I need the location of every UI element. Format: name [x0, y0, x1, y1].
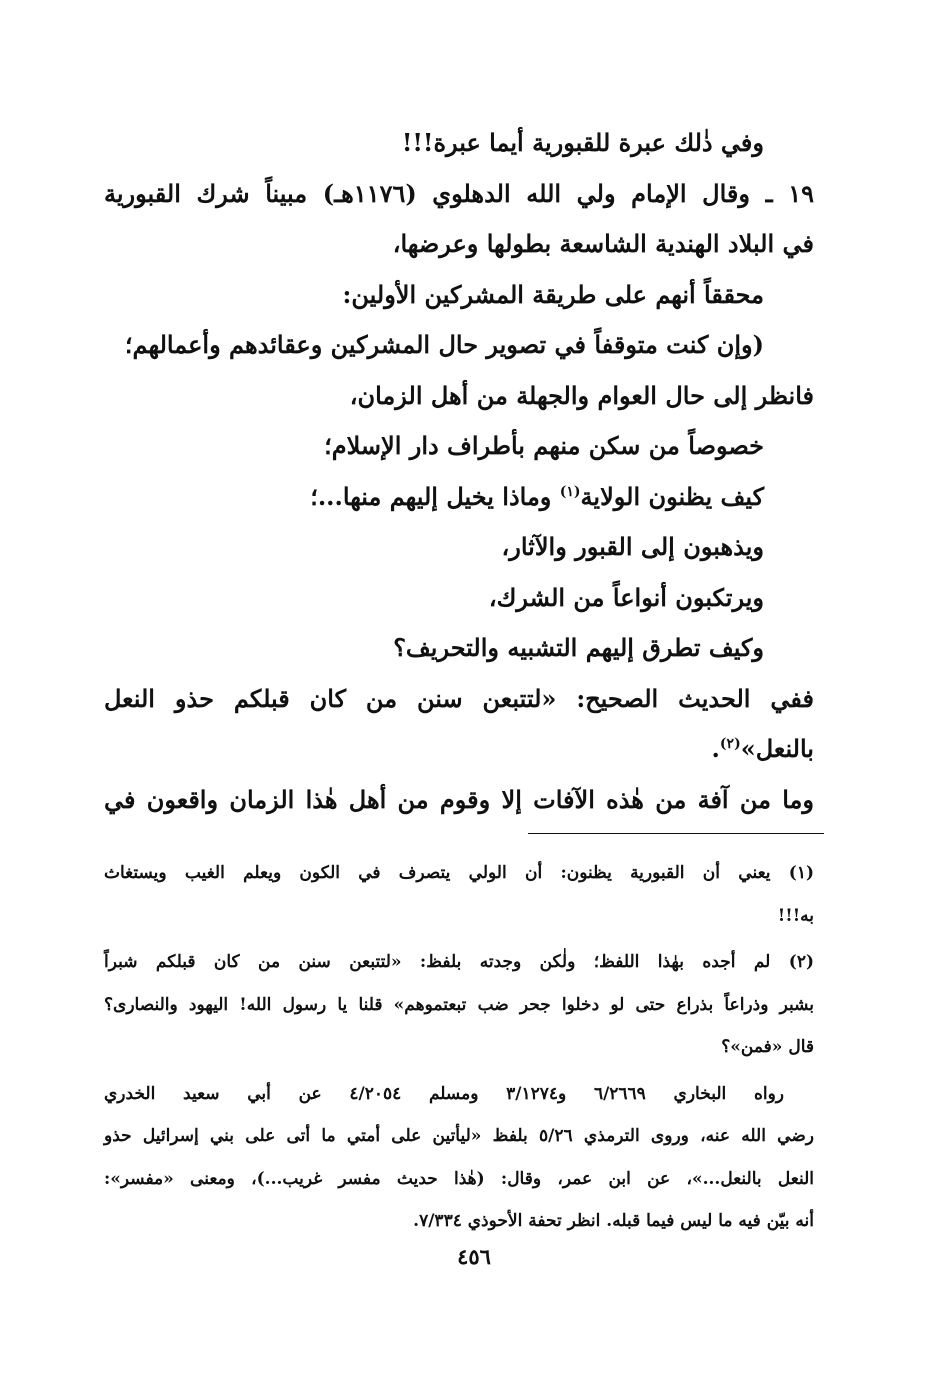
text-segment: بالنعل»: [740, 734, 814, 763]
text-line: وفي ذٰلك عبرة للقبورية أيما عبرة!!!: [401, 128, 764, 157]
text-line: في البلاد الهندية الشاسعة بطولها وعرضها،: [392, 229, 814, 258]
footnote-line: به!!!: [777, 905, 814, 926]
text-line: [104, 472, 814, 523]
text-line: وما من آفة من هٰذه الآفات إلا وقوم من أهل هٰذا الزمان واقعون في: [104, 784, 814, 814]
footnote-line: رواه البخاري ٦/٢٦٦٩ و٣/١٢٧٤ ومسلم ٤/٢٠٥٤ عن أبي سعيد الخدري: [104, 1083, 784, 1104]
text-line: [104, 724, 814, 775]
footnote-line: (٢) لم أجده بهٰذا اللفظ؛ ولٰكن وجدته بلفظ: «لتتبعن سنن من كان قبلكم شبراً: [104, 952, 814, 972]
text-line: ويرتكبون أنواعاً من الشرك،: [488, 582, 764, 612]
footnotes: [104, 852, 814, 1243]
text-line: ففي الحديث الصحيح: «لتتبعن سنن من كان قبلكم حذو النعل: [104, 683, 814, 713]
text-line: ١٩ ـ وقال الإمام ولي الله الدهلوي (١١٧٦هـ) مبيناً شرك القبورية: [104, 178, 814, 208]
text-line: محققاً أنهم على طريقة المشركين الأولين:: [342, 279, 764, 309]
footnote-line: قال «فمن»؟: [721, 1037, 814, 1057]
text-line: (وإن كنت متوقفاً في تصوير حال المشركين وعقائدهم وأعمالهم؛: [124, 330, 764, 359]
text-line: فانظر إلى حال العوام والجهلة من أهل الزمان،: [349, 380, 814, 410]
footnote-ref: (٢): [719, 736, 741, 752]
footnote-line: رضي الله عنه، وروى الترمذي ٥/٢٦ بلفظ «ليأتين على أمتي ما أتى على بني إسرائيل حذو: [104, 1126, 814, 1146]
footnote-ref: (١): [559, 483, 581, 500]
text-segment: .: [711, 734, 720, 763]
footnote-line: أنه بيّن فيه ما ليس فيما قبله. انظر تحفة الأحوذي ٧/٣٣٤.: [413, 1211, 814, 1231]
footnote-separator: [528, 833, 824, 834]
text-segment: وماذا يخيل إليهم منها...؛: [310, 481, 552, 511]
text-segment: كيف يظنون الولاية: [580, 481, 764, 511]
main-text: [104, 118, 814, 825]
footnote-line: النعل بالنعل...»، عن ابن عمر، وقال: (هٰذا حديث مفسر غريب...)، ومعنى «مفسر»:: [104, 1168, 814, 1189]
text-line: ويذهبون إلى القبور والآثار،: [501, 532, 764, 561]
footnote-line: (١) يعني أن القبورية يظنون: أن الولي يتصرف في الكون ويعلم الغيب ويستغاث: [104, 863, 814, 883]
text-line: خصوصاً من سكن منهم بأطراف دار الإسلام؛: [324, 431, 764, 460]
page-number: ٤٥٦: [457, 1244, 491, 1269]
footnote-line: بشبر وذراعاً بذراع حتى لو دخلوا جحر ضب تبعتموهم» قلنا يا رسول الله! اليهود والنصارى؟: [104, 994, 814, 1015]
text-line: وكيف تطرق إليهم التشبيه والتحريف؟: [393, 633, 764, 662]
